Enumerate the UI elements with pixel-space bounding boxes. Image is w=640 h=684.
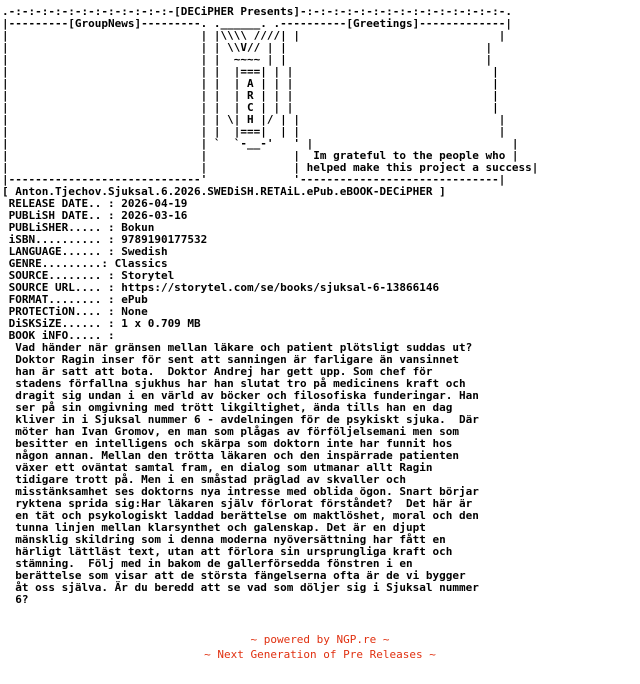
nfo-line: tunna linjen mellan klarsynthet och galenskap. Det är en djupt [2,521,426,534]
nfo-line: SOURCE........ : Storytel [2,269,175,282]
nfo-line: | | ` `-__-' ' | | [2,137,519,150]
footer-tagline: ~ Next Generation of Pre Releases ~ [204,648,436,661]
nfo-line: möter han Ivan Gromov, en man som plågas av förföljelsemani men som [2,425,459,438]
nfo-line: DiSKSiZE...... : 1 x 0.709 MB [2,317,201,330]
nfo-line: besitter en intelligens och skärpa som doktorn inte har funnit hos [2,437,453,450]
nfo-line: | | | \| H |/ | | | [2,113,506,126]
nfo-line: stadens förfallna sjukhus har han slutat tro på medicinens kraft och [2,377,466,390]
nfo-line: [ Anton.Tjechov.Sjuksal.6.2026.SWEDiSH.RETAiL.ePub.eBOOK-DECiPHER ] [2,185,446,198]
nfo-line: någon annan. Mellan den trötta läkaren och den inspärrade patienten [2,449,459,462]
nfo-line: han är satt att bota. Doktor Andrej har gett upp. Som chef för [2,365,433,378]
nfo-line: BOOK iNFO..... : [2,329,115,342]
nfo-line: åt oss själva. Är du beredd att se vad som döljer sig i Sjuksal nummer [2,581,479,594]
nfo-line: Vad händer när gränsen mellan läkare och patient plötsligt suddas ut? [2,341,473,354]
nfo-line: växer ett oväntat samtal fram, en dialog som utmanar allt Ragin [2,461,433,474]
nfo-line: berättelse som visar att de största fängelserna ofta är de vi bygger [2,569,466,582]
nfo-line: en tät och psykologiskt laddad berättelse om maktlöshet, moral och den [2,509,479,522]
nfo-line: SOURCE URL.... : https://storytel.com/se/books/sjuksal-6-13866146 [2,281,440,294]
nfo-line: | | |\\\\ ////| | | [2,29,506,42]
nfo-line: |---------[GroupNews]---------. .______. .----------[Greetings]-------------| [2,17,512,30]
nfo-line: ryktena sprida sig:Har läkaren själv förlorat förståndet? Det här är [2,497,473,510]
nfo-line: | | | ~~~~ | | | [2,53,493,66]
nfo-line: iSBN.......... : 9789190177532 [2,233,208,246]
nfo-line: misstänksamhet ses doktorns nya intresse med oblida ögon. Snart börjar [2,485,479,498]
nfo-line: | | | \\V// | | | [2,41,493,54]
nfo-line: tidigare trott på. Men i en småstad präglad av skvaller och [2,473,406,486]
nfo-text-block [2,6,538,606]
nfo-line: GENRE.........: Classics [2,257,168,270]
nfo-line: kliver in i Sjuksal nummer 6 - avdelningen för de psykiskt sjuka. Där [2,413,479,426]
nfo-line: | | | | A | | | | [2,77,499,90]
nfo-line: härligt lättläst text, utan att förlora sin ursprungliga kraft och [2,545,453,558]
nfo-line: .-:-:-:-:-:-:-:-:-:-:-:-:-[DECiPHER Presents]-:-:-:-:-:-:-:-:-:-:-:-:-:-:-:-. [2,5,512,18]
nfo-line: mänsklig skildring som i denna moderna nyöversättning har fått en [2,533,446,546]
footer-powered-by: ~ powered by NGP.re ~ [250,633,390,646]
nfo-line: LANGUAGE...... : Swedish [2,245,168,258]
nfo-line: | | | |===| | | | [2,65,499,78]
nfo-line: PUBLiSHER..... : Bokun [2,221,155,234]
nfo-line: PUBLiSH DATE.. : 2026-03-16 [2,209,188,222]
nfo-line: | | | | R | | | | [2,89,499,102]
nfo-line: FORMAT........ : ePub [2,293,148,306]
nfo-line: |-----------------------------' '------------------------------| [2,173,506,186]
nfo-line: | | | Im grateful to the people who | [2,149,519,162]
footer [0,632,640,662]
nfo-line: 6? [2,593,29,606]
nfo-line: | | | helped make this project a success| [2,161,539,174]
nfo-line: ser på sin omgivning med trött likgiltighet, ända tills han en dag [2,401,453,414]
nfo-line: | | | |===| | | | [2,125,506,138]
nfo-line: Doktor Ragin inser för sent att sanningen är farligare än vansinnet [2,353,459,366]
nfo-line: PROTECTiON.... : None [2,305,148,318]
nfo-line: dragit sig undan i en värld av böcker och filosofiska funderingar. Han [2,389,479,402]
nfo-line: stämning. Följ med in bakom de gallerförsedda fönstren i en [2,557,413,570]
nfo-line: RELEASE DATE.. : 2026-04-19 [2,197,188,210]
nfo-line: | | | | C | | | | [2,101,499,114]
